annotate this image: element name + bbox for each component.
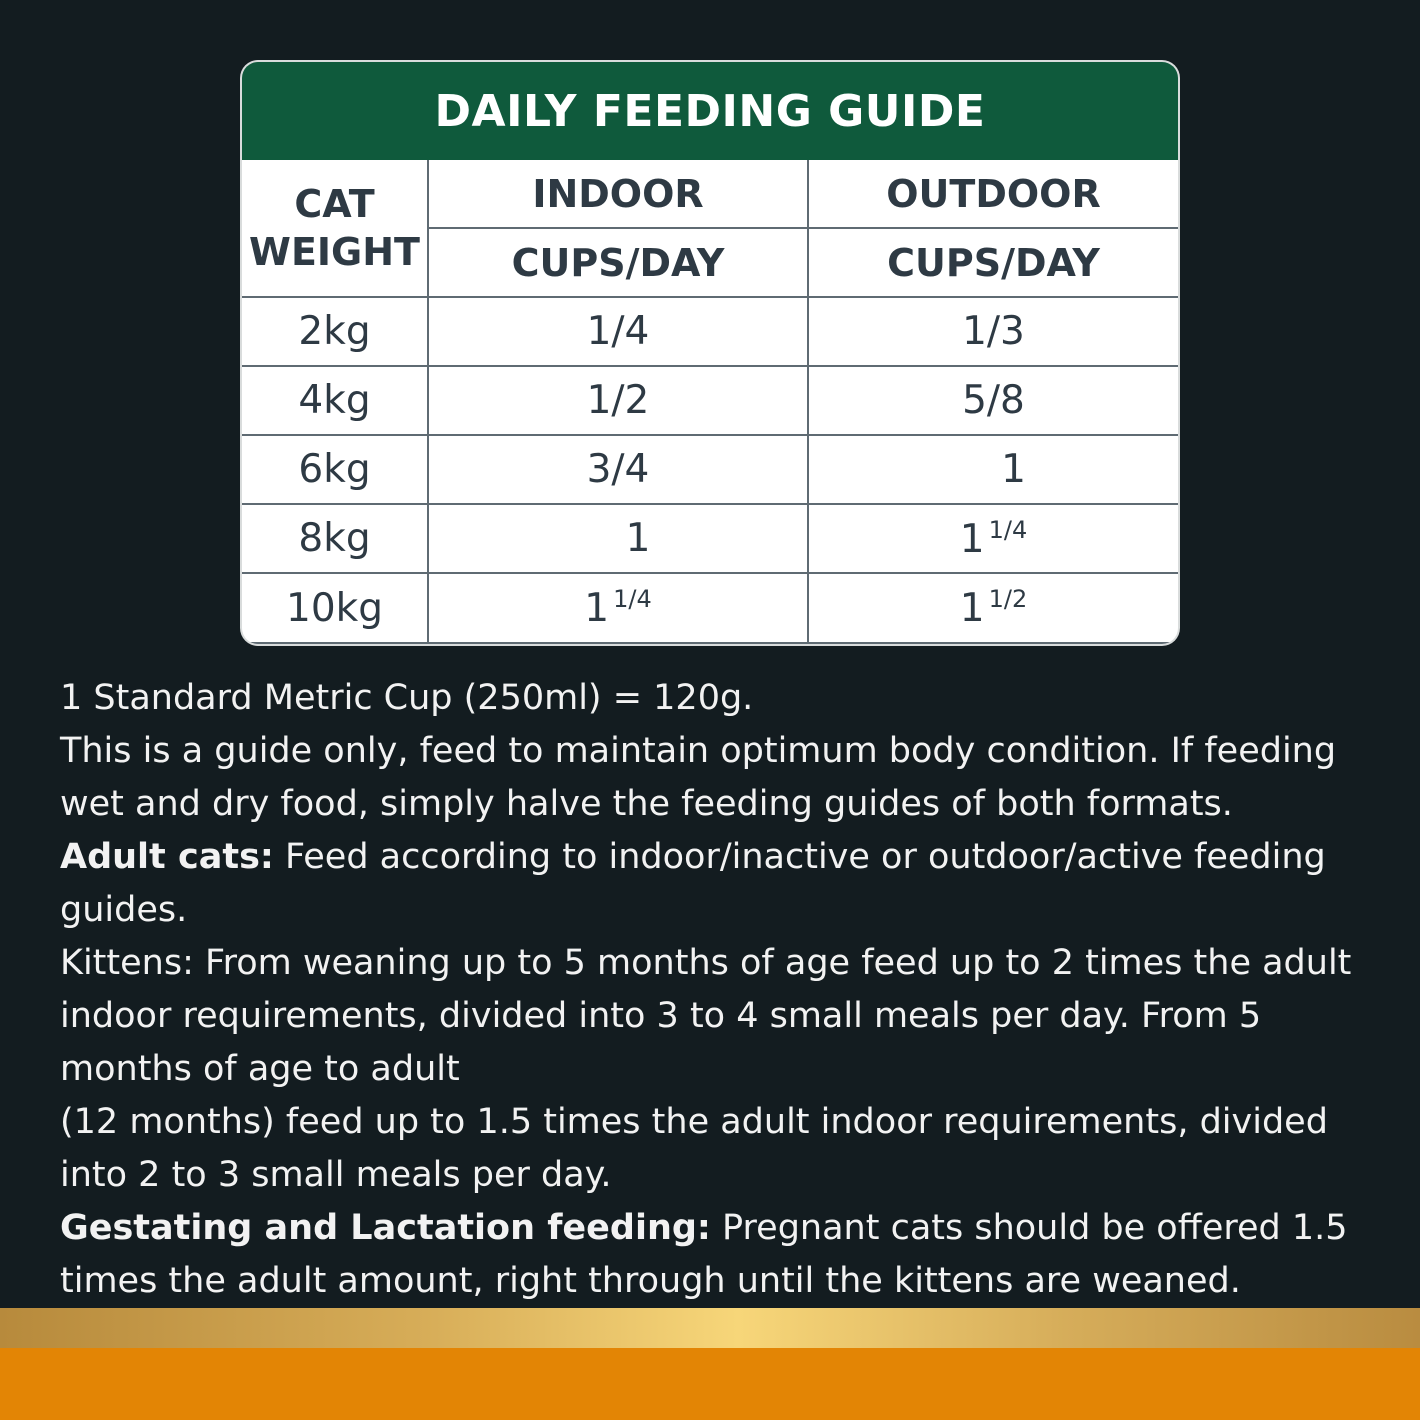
adult-note-text: Feed according to indoor/inactive or outdoor/active feeding guides. (60, 837, 1326, 930)
feeding-guide-card (242, 62, 1178, 644)
feeding-table (242, 160, 1178, 644)
cat-weight-header-line1: CAT (294, 182, 375, 226)
table-row (242, 366, 1178, 435)
outdoor-value: 1 (1001, 447, 1026, 492)
indoor-fraction: 1/4 (613, 585, 652, 613)
outdoor-unit-header: CUPS/DAY (808, 228, 1178, 297)
outdoor-fraction: 1/2 (988, 585, 1028, 613)
indoor-unit-header: CUPS/DAY (428, 228, 808, 297)
kittens-note: Kittens: From weaning up to 5 months of age feed up to 2 times the adult indoor requirements, divided into 3 to 4 small meals per day. From 5 months of age to adult (60, 943, 1352, 1089)
feeding-notes (60, 672, 1380, 1308)
orange-footer-band (0, 1348, 1420, 1420)
outdoor-whole: 1 (959, 586, 985, 631)
weight-cell: 4kg (242, 366, 428, 435)
adult-note-label: Adult cats: (60, 837, 274, 877)
weight-cell: 6kg (242, 435, 428, 504)
adult-note (60, 831, 1380, 937)
indoor-cell: 1/4 (428, 297, 808, 366)
indoor-cell: 1/2 (428, 366, 808, 435)
gestating-note (60, 1202, 1380, 1308)
cat-weight-header-line2: WEIGHT (249, 230, 420, 274)
indoor-whole: 1 (584, 586, 610, 631)
weight-cell: 2kg (242, 297, 428, 366)
outdoor-cell (808, 504, 1178, 573)
outdoor-fraction: 1/4 (988, 515, 1028, 544)
guide-note: This is a guide only, feed to maintain optimum body condition. If feeding wet and dry food, simply halve the feeding guides of both formats. (60, 731, 1337, 824)
gestating-note-text: Pregnant cats should be offered 1.5 times the adult amount, right through until the kittens are weaned. (60, 1208, 1348, 1301)
table-row (242, 504, 1178, 573)
kittens-note-continued: (12 months) feed up to 1.5 times the adult indoor requirements, divided into 2 to 3 small meals per day. (60, 1102, 1328, 1195)
outdoor-whole: 1 (959, 516, 985, 562)
weight-cell: 8kg (242, 504, 428, 573)
table-row (242, 297, 1178, 366)
outdoor-cell: 1/3 (808, 297, 1178, 366)
gold-stripe (0, 1308, 1420, 1348)
indoor-header: INDOOR (428, 160, 808, 228)
indoor-value: 1 (625, 516, 651, 561)
outdoor-cell: 5/8 (808, 366, 1178, 435)
feeding-guide-title: DAILY FEEDING GUIDE (242, 62, 1178, 160)
table-row (242, 573, 1178, 643)
gestating-note-label: Gestating and Lactation feeding: (60, 1208, 711, 1248)
outdoor-header: OUTDOOR (808, 160, 1178, 228)
weight-cell: 10kg (242, 573, 428, 643)
outdoor-cell (808, 435, 1178, 504)
cat-weight-header (242, 160, 428, 297)
outdoor-cell (808, 573, 1178, 643)
cup-note: 1 Standard Metric Cup (250ml) = 120g. (60, 678, 754, 718)
table-row (242, 435, 1178, 504)
indoor-cell (428, 504, 808, 573)
indoor-cell: 3/4 (428, 435, 808, 504)
indoor-cell (428, 573, 808, 643)
